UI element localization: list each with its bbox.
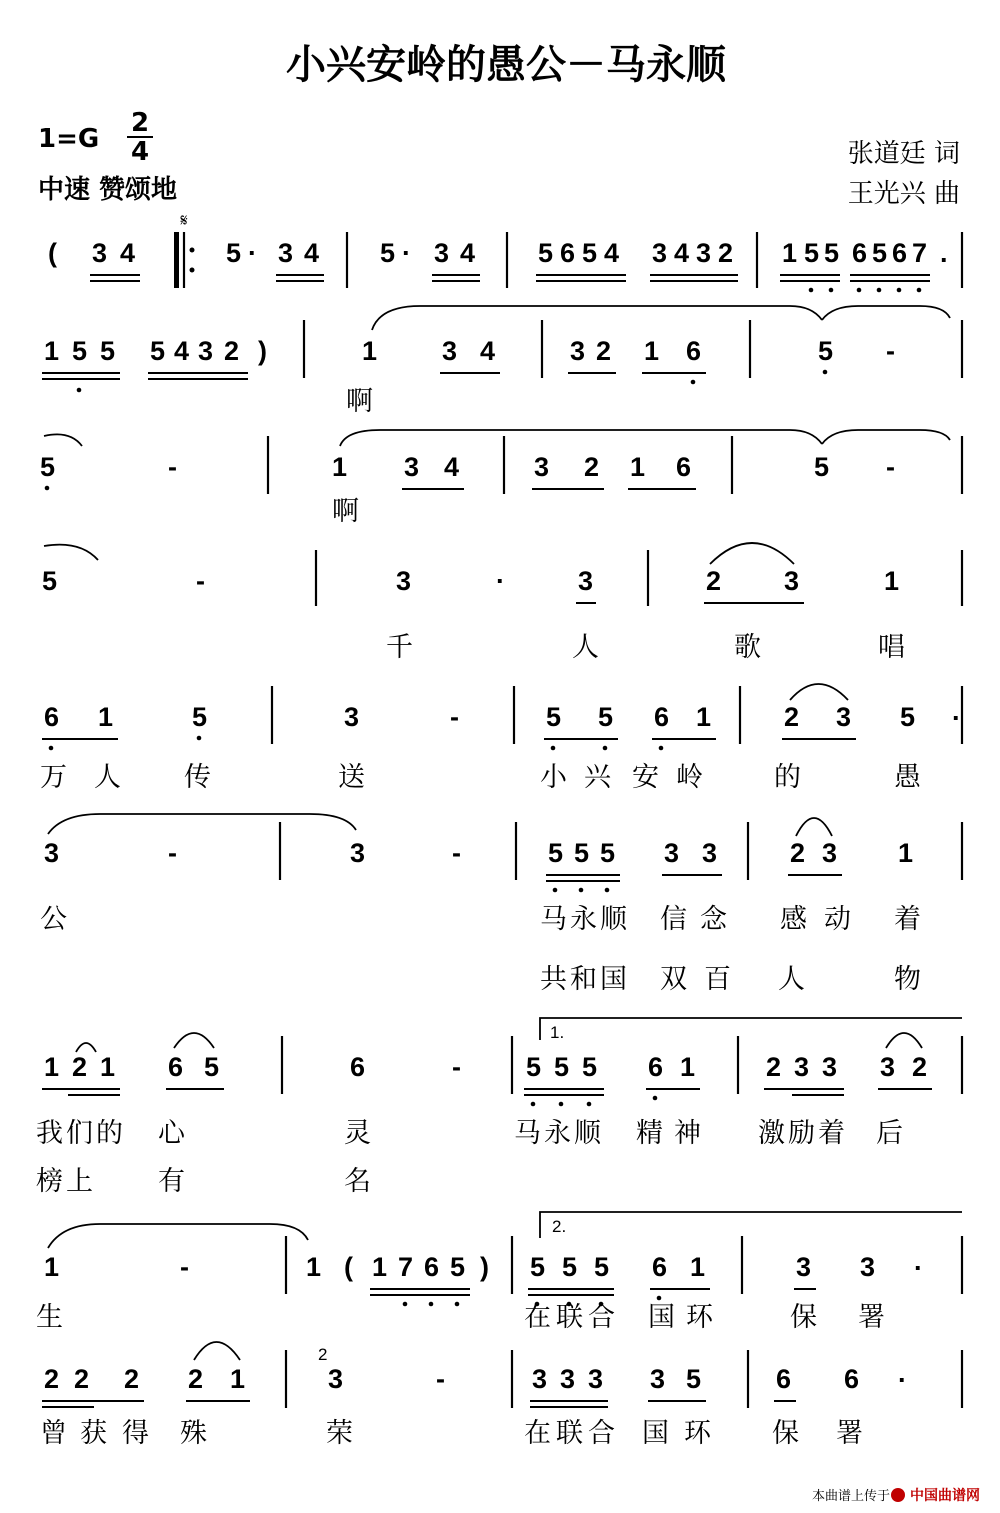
note: 2 [706, 566, 722, 596]
note: 3 [822, 838, 838, 868]
phrase-slur [822, 306, 950, 320]
note: ( [48, 238, 57, 268]
footer-text: 本曲谱上传于 [812, 1489, 891, 1504]
phrase-slur [822, 430, 950, 444]
lyricist-credit: 张道廷 词 [847, 139, 960, 169]
lyric: 双 [660, 964, 687, 995]
lyric: 信 [660, 904, 687, 935]
octave-dot [657, 1296, 662, 1301]
note: 1 [306, 1252, 322, 1282]
note: . [952, 696, 960, 726]
lyric: 联 [556, 1418, 583, 1449]
lyric: 名 [344, 1166, 371, 1197]
note: 2 [790, 838, 806, 868]
lyric: 国 [648, 1302, 675, 1333]
lyric: 永 [570, 904, 597, 935]
tempo-marking: 中速 赞颂地 [38, 175, 178, 205]
note: 1 [44, 1252, 60, 1282]
lyric: 保 [790, 1302, 817, 1333]
system-5 [40, 684, 962, 793]
segno-sign: 𝄋 [180, 211, 188, 230]
note: 5 [526, 1052, 542, 1082]
time-signature-bottom: 4 [130, 137, 150, 167]
note: 5 [818, 336, 834, 366]
volta-1-label: 1. [550, 1023, 565, 1042]
tie [796, 818, 832, 836]
time-signature-top: 2 [130, 108, 150, 138]
lyric: 和 [570, 964, 597, 995]
note: - [450, 702, 459, 732]
tie [194, 1342, 240, 1360]
tie [48, 814, 356, 834]
note: ( [344, 1252, 353, 1282]
note: ) [480, 1252, 489, 1282]
note: 4 [444, 452, 460, 482]
note: 2 [72, 1052, 88, 1082]
lyric: 唱 [878, 632, 905, 663]
lyric: 永 [544, 1118, 571, 1149]
note: 4 [120, 238, 136, 268]
octave-dot [455, 1302, 460, 1307]
lyric: 曾 [40, 1418, 67, 1449]
site-logo-icon [891, 1488, 905, 1502]
system-8 [36, 1212, 962, 1333]
octave-dot [857, 288, 862, 293]
note: . [940, 238, 948, 268]
octave-dot [531, 1102, 536, 1107]
lyric: 上 [66, 1166, 93, 1197]
note: 3 [860, 1252, 876, 1282]
note: 3 [822, 1052, 838, 1082]
note: 5 [450, 1252, 466, 1282]
system-6 [40, 814, 962, 995]
note: 6 [844, 1364, 860, 1394]
lyric: 送 [338, 762, 365, 793]
note: 4 [174, 336, 190, 366]
note: · [402, 238, 411, 268]
note: 6 [560, 238, 576, 268]
composer-credit: 王光兴 曲 [847, 179, 960, 209]
lyric: 灵 [344, 1118, 371, 1149]
note: 5 [872, 238, 888, 268]
note: 3 [560, 1364, 576, 1394]
note: 5 [900, 702, 916, 732]
note: 3 [44, 838, 60, 868]
lyric: 的 [774, 762, 801, 793]
tie [44, 434, 82, 446]
note: - [886, 336, 895, 366]
lyric: 着 [818, 1118, 845, 1149]
note: 2 [718, 238, 734, 268]
lyric: 愚 [894, 762, 921, 793]
note: - [452, 838, 461, 868]
note: 3 [796, 1252, 812, 1282]
note: 3 [696, 238, 712, 268]
note: 5 [150, 336, 166, 366]
octave-dot [691, 380, 696, 385]
note: 5 [380, 238, 396, 268]
lyric: 歌 [734, 632, 761, 663]
note: 3 [880, 1052, 896, 1082]
lyric: 得 [122, 1418, 149, 1449]
note: 6 [648, 1052, 664, 1082]
note: 3 [92, 238, 108, 268]
lyric: 动 [824, 904, 851, 935]
note: - [196, 566, 205, 596]
note: 1 [44, 1052, 60, 1082]
octave-dot [429, 1302, 434, 1307]
note: 5 [530, 1252, 546, 1282]
note: 5 [554, 1052, 570, 1082]
octave-dot [605, 888, 610, 893]
note: 6 [852, 238, 868, 268]
note: 5 [546, 702, 562, 732]
lyric: 国 [600, 964, 627, 995]
note: 2 [74, 1364, 90, 1394]
lyric: 人 [94, 762, 121, 793]
note: 3 [532, 1364, 548, 1394]
note: 5 [804, 238, 820, 268]
note: 5 [598, 702, 614, 732]
note: 2 [766, 1052, 782, 1082]
note: 3 [404, 452, 420, 482]
note: 1 [372, 1252, 388, 1282]
lyric: 心 [158, 1118, 185, 1149]
octave-dot [809, 288, 814, 293]
note: - [886, 452, 895, 482]
note: 5 [824, 238, 840, 268]
octave-dot [45, 486, 50, 491]
note: 6 [652, 1252, 668, 1282]
note: 3 [278, 238, 294, 268]
note: 5 [600, 838, 616, 868]
note: 5 [40, 452, 56, 482]
octave-dot [603, 746, 608, 751]
note: 2 [584, 452, 600, 482]
lyric: 神 [674, 1118, 701, 1149]
note: 3 [588, 1364, 604, 1394]
tie [174, 1033, 214, 1048]
note: 1 [332, 452, 348, 482]
note: 2 [188, 1364, 204, 1394]
phrase-slur [372, 306, 822, 330]
lyric: 啊 [332, 496, 359, 527]
octave-dot [553, 888, 558, 893]
note: 5 [100, 336, 116, 366]
note: 3 [794, 1052, 810, 1082]
note: 4 [674, 238, 690, 268]
note: 3 [578, 566, 594, 596]
note: 3 [198, 336, 214, 366]
note: 5 [582, 238, 598, 268]
octave-dot [587, 1102, 592, 1107]
note: 3 [396, 566, 412, 596]
note: 2 [124, 1364, 140, 1394]
lyric: 人 [572, 632, 599, 663]
note: 4 [304, 238, 320, 268]
lyric: 在 [524, 1418, 551, 1449]
note: 5 [538, 238, 554, 268]
note: 5 [814, 452, 830, 482]
octave-dot [877, 288, 882, 293]
system-7 [36, 1018, 962, 1197]
lyric: 啊 [346, 386, 373, 417]
system-3 [40, 430, 962, 527]
note: 6 [892, 238, 908, 268]
volta-2-label: 2. [552, 1217, 567, 1236]
lyric: 后 [876, 1118, 903, 1149]
tie [790, 684, 848, 700]
note: 5 [574, 838, 590, 868]
lyric: 顺 [600, 904, 627, 935]
lyric: 百 [704, 964, 731, 995]
tie [44, 545, 98, 560]
note: 6 [424, 1252, 440, 1282]
lyric: 感 [780, 904, 807, 935]
lyric: 们 [66, 1118, 93, 1149]
note: . [914, 1246, 922, 1276]
lyric: 传 [184, 762, 211, 793]
note: - [452, 1052, 461, 1082]
note: 3 [664, 838, 680, 868]
note: 5 [192, 702, 208, 732]
repeat-dot [190, 248, 195, 253]
lyric: 念 [700, 904, 727, 935]
note: 3 [652, 238, 668, 268]
tie [886, 1033, 922, 1048]
octave-dot [559, 1102, 564, 1107]
note: 1 [100, 1052, 116, 1082]
note: 3 [434, 238, 450, 268]
note: . [898, 1358, 906, 1388]
note: 1 [782, 238, 798, 268]
note: 3 [650, 1364, 666, 1394]
lyric: 榜 [36, 1166, 63, 1197]
note: 5 [72, 336, 88, 366]
note: · [496, 566, 505, 596]
note: 5 [226, 238, 242, 268]
octave-dot [551, 746, 556, 751]
lyric: 着 [894, 904, 921, 935]
note: 1 [680, 1052, 696, 1082]
note: 1 [362, 336, 378, 366]
lyric: 环 [684, 1418, 711, 1449]
lyric: 殊 [180, 1418, 207, 1449]
lyric: 千 [386, 632, 413, 663]
lyric: 署 [858, 1302, 885, 1333]
key-signature: 1=G [38, 124, 100, 154]
volta-bracket [540, 1018, 962, 1040]
note: 1 [98, 702, 114, 732]
octave-dot [917, 288, 922, 293]
lyric: 在 [524, 1302, 551, 1333]
tie [76, 1043, 96, 1052]
note: 2 [784, 702, 800, 732]
note: 1 [690, 1252, 706, 1282]
note: 5 [562, 1252, 578, 1282]
octave-dot [897, 288, 902, 293]
tie [48, 1224, 308, 1248]
note: 1 [898, 838, 914, 868]
lyric: 岭 [676, 762, 703, 793]
octave-dot [579, 888, 584, 893]
lyric: 合 [588, 1302, 615, 1333]
note: 2 [224, 336, 240, 366]
lyric: 小 [540, 762, 567, 793]
note: 3 [328, 1364, 344, 1394]
lyric: 马 [540, 904, 567, 935]
lyric: 署 [836, 1418, 863, 1449]
note: 1 [884, 566, 900, 596]
lyric: 的 [96, 1118, 123, 1149]
octave-dot [653, 1096, 658, 1101]
note: 3 [442, 336, 458, 366]
lyric: 联 [556, 1302, 583, 1333]
octave-dot [823, 370, 828, 375]
lyric: 共 [540, 964, 567, 995]
note: 4 [604, 238, 620, 268]
note: 3 [534, 452, 550, 482]
note: 6 [676, 452, 692, 482]
volta-bracket [540, 1212, 962, 1238]
note: 5 [548, 838, 564, 868]
lyric: 国 [642, 1418, 669, 1449]
note: 1 [630, 452, 646, 482]
note: 4 [460, 238, 476, 268]
note: 3 [344, 702, 360, 732]
lyric: 精 [636, 1118, 663, 1149]
note: 6 [44, 702, 60, 732]
note: 3 [570, 336, 586, 366]
lyric: 人 [778, 964, 805, 995]
footer-watermark [812, 1487, 980, 1504]
repeat-start-thick [174, 232, 179, 288]
phrase-slur [340, 430, 822, 446]
octave-dot [403, 1302, 408, 1307]
lyric: 励 [788, 1118, 815, 1149]
tie [710, 543, 794, 564]
note: 4 [480, 336, 496, 366]
lyric: 物 [894, 964, 921, 995]
system-1 [48, 211, 962, 292]
lyric: 生 [36, 1302, 63, 1333]
note: 3 [350, 838, 366, 868]
note: 3 [784, 566, 800, 596]
note: - [180, 1252, 189, 1282]
octave-dot [49, 746, 54, 751]
lyric: 马 [514, 1118, 541, 1149]
lyric: 保 [772, 1418, 799, 1449]
note: 2 [596, 336, 612, 366]
note: 6 [350, 1052, 366, 1082]
lyric: 合 [588, 1418, 615, 1449]
note: 6 [776, 1364, 792, 1394]
lyric: 获 [80, 1418, 107, 1449]
note: 3 [836, 702, 852, 732]
note: 3 [702, 838, 718, 868]
lyric: 荣 [326, 1418, 353, 1449]
note: 7 [912, 238, 928, 268]
note: - [168, 838, 177, 868]
note: 2 [912, 1052, 928, 1082]
system-4 [42, 543, 962, 663]
note: 5 [594, 1252, 610, 1282]
footer-brand: 中国曲谱网 [910, 1488, 980, 1504]
lyric: 激 [758, 1118, 785, 1149]
octave-dot [197, 736, 202, 741]
system-2 [42, 306, 962, 417]
repeat-dot [190, 268, 195, 273]
octave-dot [659, 746, 664, 751]
note: 2 [44, 1364, 60, 1394]
note: 5 [42, 566, 58, 596]
lyric: 我 [36, 1118, 63, 1149]
lyric: 兴 [584, 762, 611, 793]
note: 5 [582, 1052, 598, 1082]
note: 1 [44, 336, 60, 366]
note: - [168, 452, 177, 482]
note: 1 [230, 1364, 246, 1394]
lyric: 环 [686, 1302, 713, 1333]
octave-dot [829, 288, 834, 293]
note: 6 [168, 1052, 184, 1082]
octave-dot [77, 388, 82, 393]
note: ) [258, 336, 267, 366]
lyric: 有 [158, 1166, 185, 1197]
grace-note: 2 [318, 1345, 328, 1364]
note: 5 [686, 1364, 702, 1394]
lyric: 安 [632, 762, 659, 793]
note: 1 [696, 702, 712, 732]
page-title: 小兴安岭的愚公－马永顺 [286, 42, 726, 88]
note: 6 [654, 702, 670, 732]
note: 1 [644, 336, 660, 366]
note: - [436, 1364, 445, 1394]
note: 7 [398, 1252, 414, 1282]
note: · [248, 238, 257, 268]
lyric: 顺 [574, 1118, 601, 1149]
lyric: 公 [40, 904, 67, 935]
note: 6 [686, 336, 702, 366]
lyric: 万 [40, 762, 67, 793]
note: 5 [204, 1052, 220, 1082]
system-9 [40, 1342, 962, 1449]
